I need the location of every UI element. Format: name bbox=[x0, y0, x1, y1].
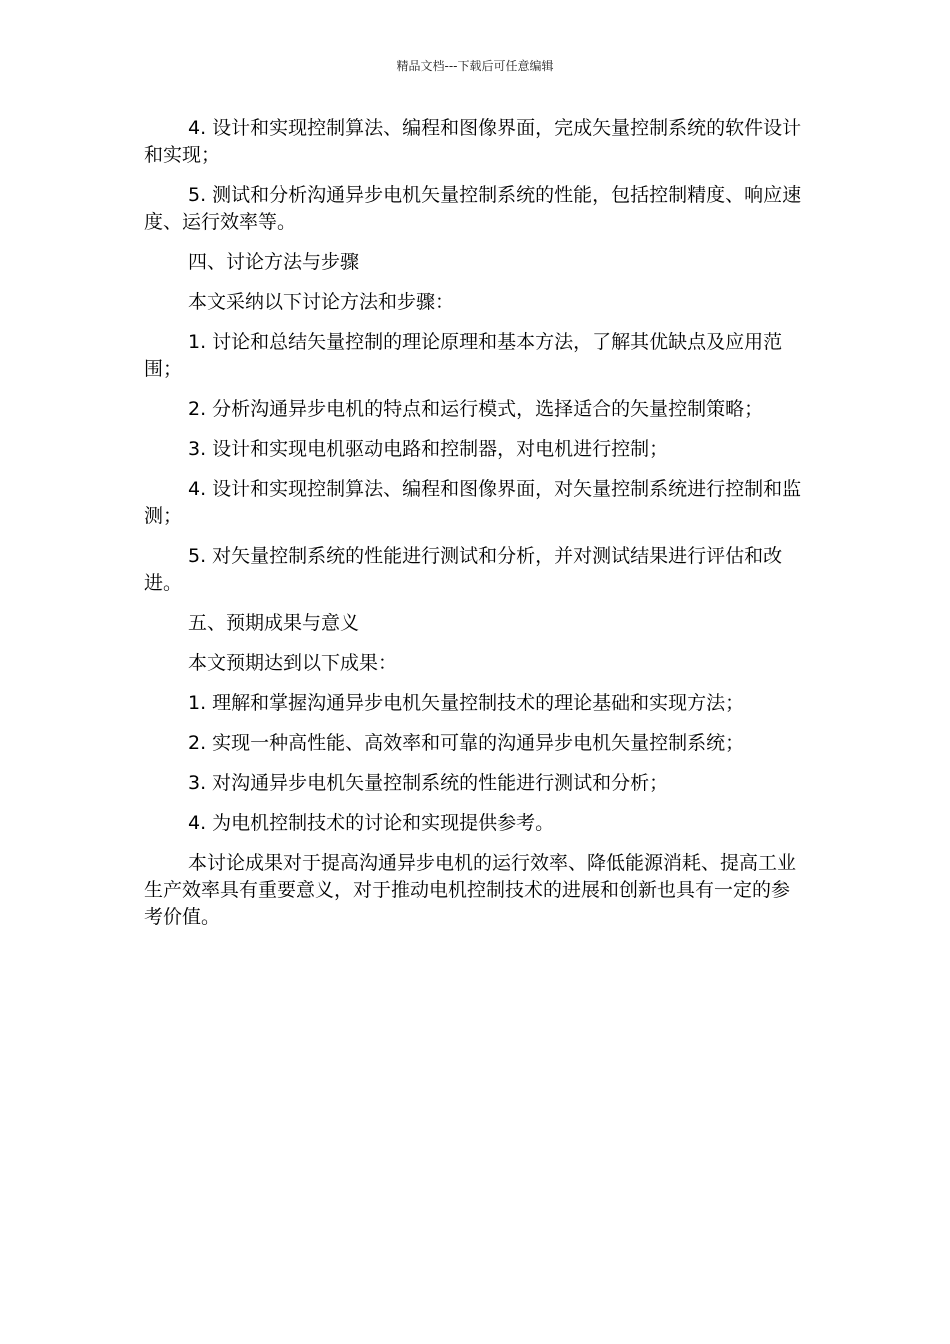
document-body bbox=[144, 115, 806, 944]
list-item-method-1: 1. 讨论和总结矢量控制的理论原理和基本方法，了解其优缺点及应用范围； bbox=[144, 331, 783, 380]
list-item-method-2: 2. 分析沟通异步电机的特点和运行模式，选择适合的矢量控制策略； bbox=[188, 398, 764, 420]
list-item-outcome-4: 4. 为电机控制技术的讨论和实现提供参考。 bbox=[188, 812, 555, 834]
significance-paragraph: 本讨论成果对于提高沟通异步电机的运行效率、降低能源消耗、提高工业生产效率具有重要意义，对于推动电机控制技术的进展和创新也具有一定的参考价值。 bbox=[144, 852, 797, 928]
section-heading-methods: 四、讨论方法与步骤 bbox=[188, 251, 360, 273]
list-item-method-5: 5. 对矢量控制系统的性能进行测试和分析，并对测试结果进行评估和改进。 bbox=[144, 545, 783, 594]
outcomes-intro: 本文预期达到以下成果： bbox=[188, 652, 398, 674]
list-item-outcome-3: 3. 对沟通异步电机矢量控制系统的性能进行测试和分析； bbox=[188, 772, 669, 794]
list-item-outcome-2: 2. 实现一种高性能、高效率和可靠的沟通异步电机矢量控制系统； bbox=[188, 732, 745, 754]
list-item-method-4: 4. 设计和实现控制算法、编程和图像界面，对矢量控制系统进行控制和监测； bbox=[144, 478, 802, 527]
page-header: 精品文档---下载后可任意编辑 bbox=[396, 59, 554, 73]
list-item-goal-4: 4. 设计和实现控制算法、编程和图像界面，完成矢量控制系统的软件设计和实现； bbox=[144, 117, 802, 166]
list-item-goal-5: 5. 测试和分析沟通异步电机矢量控制系统的性能，包括控制精度、响应速度、运行效率等。 bbox=[144, 184, 802, 233]
methods-intro: 本文采纳以下讨论方法和步骤： bbox=[188, 291, 455, 313]
section-heading-outcomes: 五、预期成果与意义 bbox=[188, 612, 360, 634]
list-item-outcome-1: 1. 理解和掌握沟通异步电机矢量控制技术的理论基础和实现方法； bbox=[188, 692, 745, 714]
list-item-method-3: 3. 设计和实现电机驱动电路和控制器，对电机进行控制； bbox=[188, 438, 669, 460]
